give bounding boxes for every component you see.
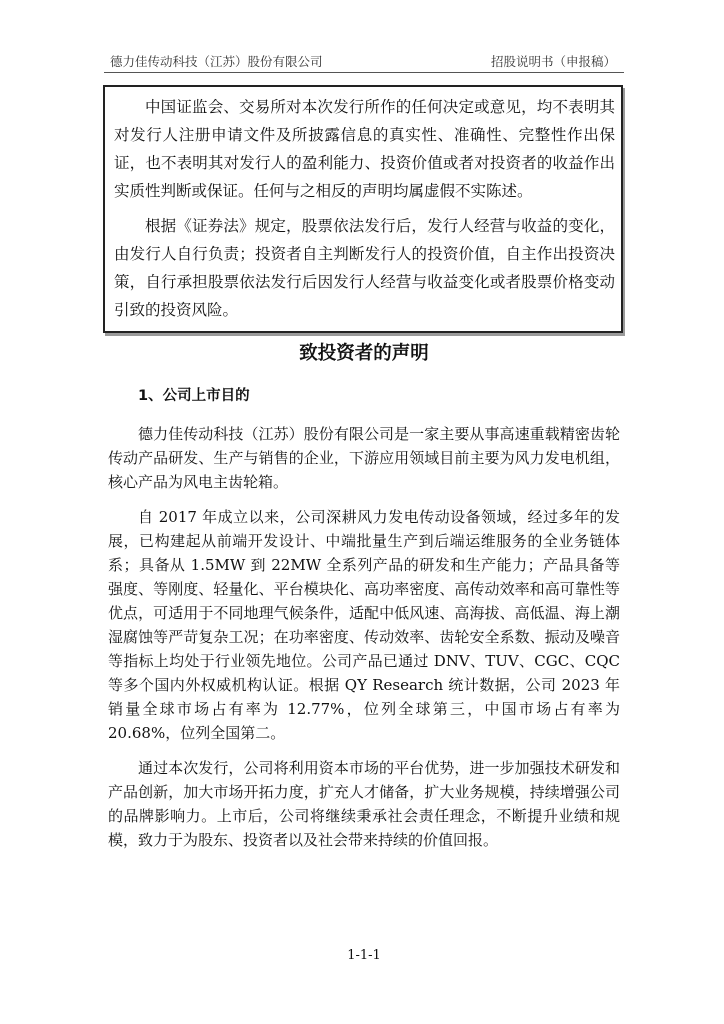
section-subheading: 1、公司上市目的	[138, 388, 250, 404]
body-paragraph: 通过本次发行，公司将利用资本市场的平台优势，进一步加强技术研发和产品创新，加大市场开拓力度，扩充人才储备，扩大业务规模，持续增强公司的品牌影响力。上市后，公司将继续秉承社会责任理念，不断提升业绩和规模，致力于为股东、投资者以及社会带来持续的价值回报。	[108, 759, 620, 849]
page-header	[108, 52, 620, 74]
header-company-name: 德力佳传动科技（江苏）股份有限公司	[110, 54, 323, 69]
page-number: 1-1-1	[347, 948, 381, 963]
section-body	[108, 422, 620, 863]
body-paragraph: 自 2017 年成立以来，公司深耕风力发电传动设备领域，经过多年的发展，已构建起从前端开发设计、中端批量生产到后端运维服务的全业务链体系；具备从 1.5MW 到 22MW 全系列产品的研发和生产能力；产品具备等强度、等刚度、轻量化、平台模块化、高功率密度、高传动效率和高可靠性等优点，可适用于不同地理气候条件，适配中低风速、高海拔、高低温、海上潮湿腐蚀等严苛复杂工况；在功率密度、传动效率、齿轮安全系数、振动及噪音等指标上均处于行业领先地位。公司产品已通过 DNV、TUV、CGC、CQC 等多个国内外权威机构认证。根据 QY Research 统计数据，公司 2023 年销量全球市场占有率为 12.77%，位列全球第三，中国市场占有率为 20.68%，位列全国第二。	[108, 508, 620, 742]
header-document-type: 招股说明书（申报稿）	[490, 54, 616, 69]
body-paragraph: 德力佳传动科技（江苏）股份有限公司是一家主要从事高速重载精密齿轮传动产品研发、生产与销售的企业，下游应用领域目前主要为风力发电机组，核心产品为风电主齿轮箱。	[108, 425, 620, 491]
regulatory-notice-box	[103, 85, 623, 333]
header-divider	[104, 72, 624, 73]
notice-paragraph: 中国证监会、交易所对本次发行所作的任何决定或意见，均不表明其对发行人注册申请文件及所披露信息的真实性、准确性、完整性作出保证，也不表明其对发行人的盈利能力、投资价值或者对投资者的收益作出实质性判断或保证。任何与之相反的声明均属虚假不实陈述。	[114, 98, 615, 200]
section-title: 致投资者的声明	[299, 343, 429, 364]
notice-paragraph: 根据《证券法》规定，股票依法发行后，发行人经营与收益的变化，由发行人自行负责；投资者自主判断发行人的投资价值，自主作出投资决策，自行承担股票依法发行后因发行人经营与收益变化或者股票价格变动引致的投资风险。	[114, 217, 615, 319]
